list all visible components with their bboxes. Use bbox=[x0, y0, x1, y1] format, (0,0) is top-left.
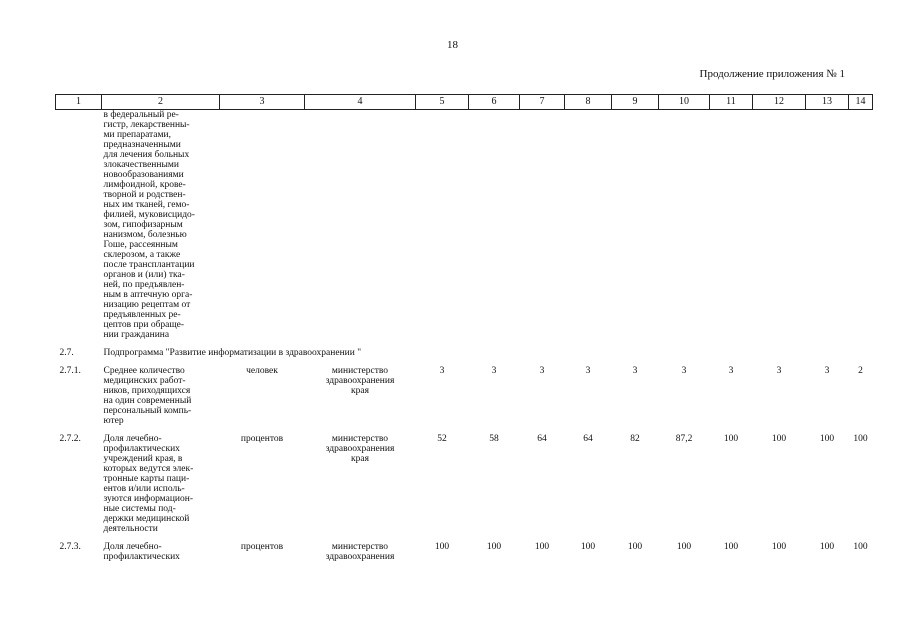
unit: процентов bbox=[240, 542, 284, 552]
value-cell: 100 bbox=[723, 542, 739, 552]
value-cell: 87,2 bbox=[675, 434, 693, 444]
value-cell: 2 bbox=[858, 366, 863, 376]
value-cell: 100 bbox=[486, 542, 502, 552]
col-header: 1 bbox=[56, 95, 102, 110]
col-header: 10 bbox=[659, 95, 710, 110]
col-header: 2 bbox=[102, 95, 220, 110]
table-row bbox=[56, 358, 873, 426]
col-header: 5 bbox=[416, 95, 469, 110]
value-cell: 3 bbox=[681, 366, 687, 376]
row-number: 2.7.3. bbox=[59, 542, 81, 552]
value-cell: 3 bbox=[728, 366, 734, 376]
value-cell: 100 bbox=[771, 434, 787, 444]
value-cell: 52 bbox=[437, 434, 447, 444]
value-cell: 3 bbox=[824, 366, 830, 376]
row-number: 2.7.1. bbox=[59, 366, 81, 376]
col-header: 7 bbox=[520, 95, 565, 110]
value-cell: 64 bbox=[583, 434, 593, 444]
value-cell: 64 bbox=[537, 434, 547, 444]
continuation-label: Продолжение приложения № 1 bbox=[699, 68, 845, 80]
indicator-name: Доля лечебно- профилактических учреждений края, в которых ведутся элек- тронные карты паци- ентов и/или исполь- зуются информацион- ные системы под- держки медицинской деятельности bbox=[103, 434, 194, 534]
col-header: 11 bbox=[710, 95, 753, 110]
table-row bbox=[56, 534, 873, 562]
table-row bbox=[56, 426, 873, 534]
col-header: 12 bbox=[753, 95, 806, 110]
value-cell: 100 bbox=[723, 434, 739, 444]
value-cell: 100 bbox=[819, 434, 835, 444]
value-cell: 3 bbox=[539, 366, 545, 376]
continued-row bbox=[56, 110, 873, 341]
value-cell: 58 bbox=[489, 434, 499, 444]
value-cell: 3 bbox=[491, 366, 497, 376]
indicator-name: Доля лечебно- профилактических bbox=[103, 542, 180, 562]
value-cell: 3 bbox=[585, 366, 591, 376]
responsible-org: министерство здравоохранения края bbox=[325, 434, 395, 464]
value-cell: 100 bbox=[434, 542, 450, 552]
value-cell: 100 bbox=[627, 542, 643, 552]
header-row bbox=[56, 95, 873, 110]
value-cell: 3 bbox=[632, 366, 638, 376]
responsible-org: министерство здравоохранения края bbox=[325, 366, 395, 396]
col-header: 3 bbox=[220, 95, 305, 110]
col-header: 4 bbox=[305, 95, 416, 110]
value-cell: 100 bbox=[853, 542, 868, 552]
subprogram-row bbox=[56, 340, 873, 358]
value-cell: 100 bbox=[771, 542, 787, 552]
value-cell: 100 bbox=[676, 542, 692, 552]
col-header: 13 bbox=[806, 95, 849, 110]
value-cell: 82 bbox=[630, 434, 640, 444]
col-header: 9 bbox=[612, 95, 659, 110]
col-header: 8 bbox=[565, 95, 612, 110]
indicator-name: Среднее количество медицинских работ- ников, приходящихся на один современный персональный компь- ютер bbox=[103, 366, 192, 426]
indicators-table bbox=[55, 94, 873, 562]
col-header: 6 bbox=[469, 95, 520, 110]
value-cell: 3 bbox=[439, 366, 445, 376]
unit: процентов bbox=[240, 434, 284, 444]
value-cell: 100 bbox=[853, 434, 868, 444]
value-cell: 100 bbox=[819, 542, 835, 552]
value-cell: 100 bbox=[580, 542, 596, 552]
responsible-org: министерство здравоохранения bbox=[325, 542, 395, 562]
col-header: 14 bbox=[849, 95, 873, 110]
value-cell: 100 bbox=[534, 542, 550, 552]
value-cell: 3 bbox=[776, 366, 782, 376]
page-number: 18 bbox=[447, 39, 458, 51]
subprogram-number: 2.7. bbox=[59, 348, 74, 358]
subprogram-title: Подпрограмма "Развитие информатизации в здравоохранении " bbox=[103, 348, 362, 358]
continued-text: в федеральный ре- гистр, лекарственны- ми препаратами, предназначенными для лечения больных злокачественными новообразованиями лимфоидной, крове- творной и родствен- ных им тканей, гемо- филией, муковисцидо- зом, гипофизарным нанизмом, болезнью Гоше, рассеянным склерозом, а также после трансплантации органов и (или) тка- ней, по предъявлен- ным в аптечную орга- низацию рецептам от предъявленных ре- цептов при обраще- нии гражданина bbox=[103, 110, 195, 340]
row-number: 2.7.2. bbox=[59, 434, 81, 444]
unit: человек bbox=[246, 366, 278, 376]
